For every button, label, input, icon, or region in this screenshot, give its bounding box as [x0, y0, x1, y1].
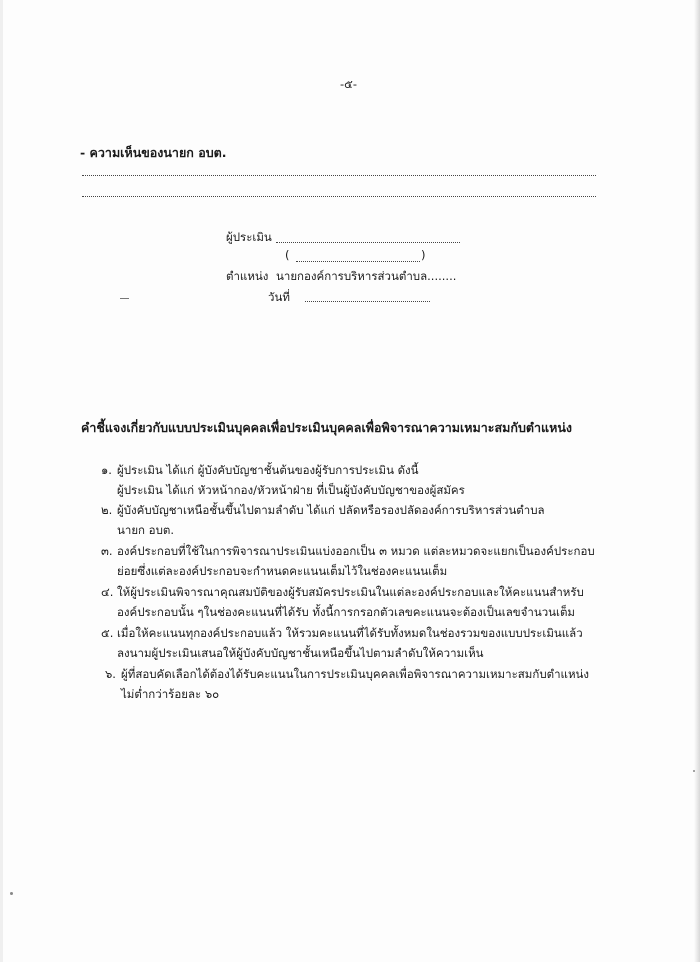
position-label: ตำแหน่ง — [226, 269, 269, 283]
opinion-line-1 — [82, 175, 596, 176]
item-2-number: ๒. — [101, 503, 113, 517]
stray-mark — [120, 298, 129, 299]
item-2-line-1: ผู้บังคับบัญชาเหนือชั้นขึ้นไปตามลำดับ ได้แก่ ปลัดหรือรองปลัดองค์การบริหารส่วนตำบล — [117, 503, 545, 517]
item-5-number: ๕. — [101, 626, 114, 640]
item-6-line-1: ผู้ที่สอบคัดเลือกได้ต้องได้รับคะแนนในการประเมินบุคคลเพื่อพิจารณาความเหมาะสมกับตำแหน่ง — [121, 667, 590, 681]
item-6-line-2: ไม่ต่ำกว่าร้อยละ ๖๐ — [121, 687, 220, 701]
name-paren-close: ) — [421, 248, 426, 262]
item-1-line-1: ผู้ประเมิน ได้แก่ ผู้บังคับบัญชาชั้นต้นของผู้รับการประเมิน ดังนี้ — [117, 463, 419, 477]
scan-edge-right — [694, 0, 700, 962]
scan-speck — [10, 892, 13, 895]
item-1-line-2: ผู้ประเมิน ได้แก่ หัวหน้ากอง/หัวหน้าฝ่าย ที่เป็นผู้บังคับบัญชาของผู้สมัคร — [117, 483, 465, 497]
name-line — [296, 261, 420, 262]
item-5-line-2: ลงนามผู้ประเมินเสนอให้ผู้บังคับบัญชาชั้นเหนือขึ้นไปตามลำดับให้ความเห็น — [117, 646, 484, 660]
item-3-line-1: องค์ประกอบที่ใช้ในการพิจารณาประเมินแบ่งออกเป็น ๓ หมวด แต่ละหมวดจะแยกเป็นองค์ประกอบ — [117, 544, 595, 558]
item-2-line-2: นายก อบต. — [117, 523, 175, 537]
opinion-heading: - ความเห็นของนายก อบต. — [80, 145, 227, 160]
instructions-heading: คำชี้แจงเกี่ยวกับแบบประเมินบุคคลเพื่อประเมินบุคคลเพื่อพิจารณาความเหมาะสมกับตำแหน่ง — [81, 420, 572, 435]
item-3-number: ๓. — [101, 544, 113, 558]
item-4-line-1: ให้ผู้ประเมินพิจารณาคุณสมบัติของผู้รับสมัครประเมินในแต่ละองค์ประกอบและให้คะแนนสำหรับ — [117, 585, 584, 599]
item-3-line-2: ย่อยซึ่งแต่ละองค์ประกอบจะกำหนดคะแนนเต็มไว้ในช่องคะแนนเต็ม — [117, 564, 448, 578]
item-5-line-1: เมื่อให้คะแนนทุกองค์ประกอบแล้ว ให้รวมคะแนนที่ได้รับทั้งหมดในช่องรวมของแบบประเมินแล้ว — [117, 626, 583, 640]
item-4-line-2: องค์ประกอบนั้น ๆในช่องคะแนนที่ได้รับ ทั้งนี้การกรอกตัวเลขคะแนนจะต้องเป็นเลขจำนวนเต็ม — [117, 605, 575, 619]
date-line — [305, 301, 430, 302]
item-4-number: ๔. — [101, 585, 114, 599]
date-label: วันที่ — [268, 290, 290, 304]
position-value: นายกองค์การบริหารส่วนตำบล........ — [276, 269, 457, 283]
opinion-line-2 — [82, 196, 596, 197]
item-6-number: ๖. — [105, 667, 116, 681]
assessor-signature-line — [276, 242, 460, 243]
name-paren-open: ( — [285, 248, 290, 262]
page-number: -๕- — [340, 77, 358, 91]
scan-speck — [693, 770, 695, 772]
item-1-number: ๑. — [101, 463, 112, 477]
assessor-label: ผู้ประเมิน — [226, 230, 272, 244]
scan-edge-left — [0, 0, 3, 962]
